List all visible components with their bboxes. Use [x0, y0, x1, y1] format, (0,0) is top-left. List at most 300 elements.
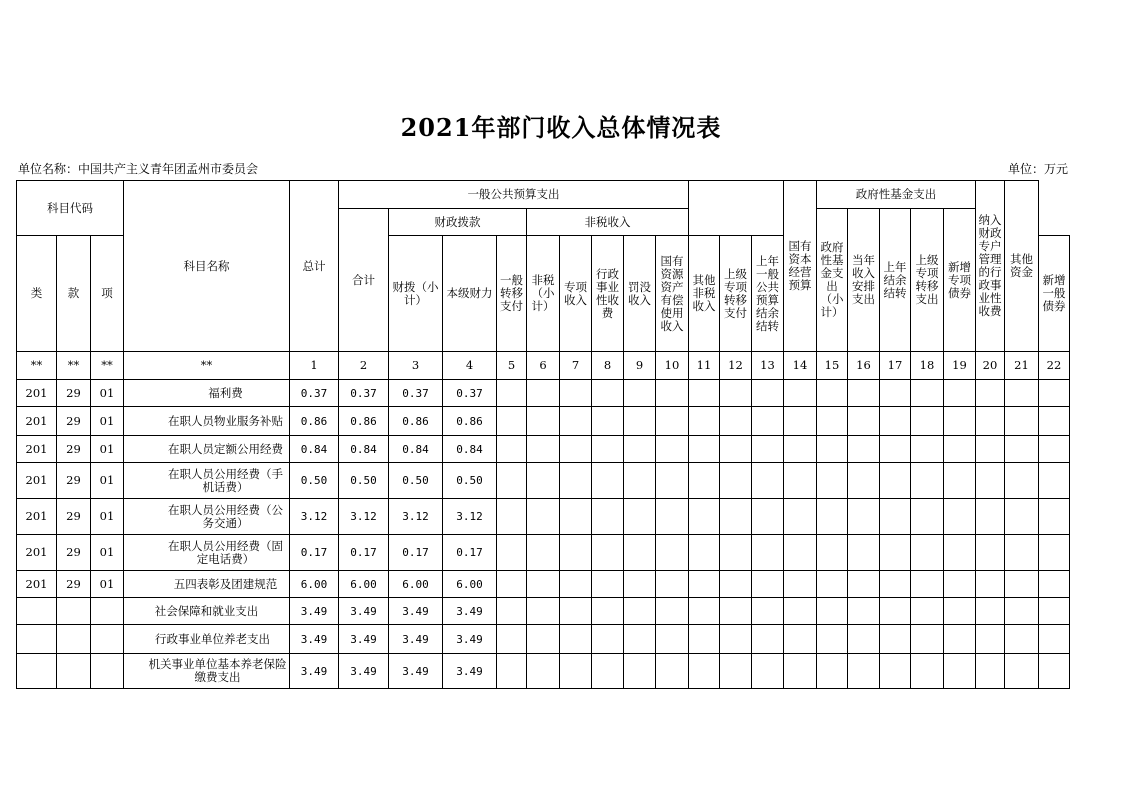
cell-fiscal: 3.49 — [389, 654, 443, 689]
index-cell: 14 — [784, 352, 817, 380]
cell-name: 在职人员物业服务补贴 — [124, 407, 290, 436]
index-cell: 13 — [752, 352, 784, 380]
cell-empty — [880, 499, 911, 535]
cell-empty — [880, 654, 911, 689]
cell-empty — [560, 463, 592, 499]
cell-total: 6.00 — [290, 571, 339, 598]
cell-empty — [848, 499, 880, 535]
cell-empty — [720, 407, 752, 436]
cell-kuan — [57, 654, 91, 689]
cell-empty — [527, 535, 560, 571]
cell-name: 社会保障和就业支出 — [124, 598, 290, 625]
cell-empty — [497, 571, 527, 598]
cell-empty — [1005, 654, 1039, 689]
header-c18: 上级专项转移支出 — [911, 209, 944, 352]
cell-name: 在职人员公用经费（固定电话费） — [124, 535, 290, 571]
index-cell: 9 — [624, 352, 656, 380]
index-cell: 7 — [560, 352, 592, 380]
cell-empty — [1039, 463, 1070, 499]
cell-subtotal: 3.49 — [339, 598, 389, 625]
cell-empty — [752, 571, 784, 598]
cell-empty — [784, 463, 817, 499]
cell-empty — [1005, 380, 1039, 407]
header-gov-fund: 政府性基金支出 — [817, 181, 976, 209]
header-c4: 一般转移支付 — [497, 236, 527, 352]
cell-empty — [592, 625, 624, 654]
cell-empty — [1005, 571, 1039, 598]
cell-empty — [497, 380, 527, 407]
cell-empty — [497, 436, 527, 463]
cell-fiscal: 0.37 — [389, 380, 443, 407]
cell-total: 0.84 — [290, 436, 339, 463]
index-cell: 6 — [527, 352, 560, 380]
cell-empty — [1005, 625, 1039, 654]
cell-empty — [817, 436, 848, 463]
cell-empty — [976, 499, 1005, 535]
cell-empty — [560, 380, 592, 407]
cell-empty — [656, 571, 689, 598]
cell-empty — [784, 571, 817, 598]
cell-empty — [911, 380, 944, 407]
cell-empty — [848, 598, 880, 625]
cell-empty — [527, 436, 560, 463]
income-table — [16, 180, 1070, 689]
cell-total: 0.17 — [290, 535, 339, 571]
header-c20: 纳入财政专户管理的行政事业性收费 — [976, 181, 1005, 352]
index-cell: 3 — [389, 352, 443, 380]
cell-subtotal: 0.86 — [339, 407, 389, 436]
header-subtotal: 合计 — [339, 209, 389, 352]
cell-empty — [911, 407, 944, 436]
cell-xiang: 01 — [91, 571, 124, 598]
cell-lei: 201 — [17, 463, 57, 499]
cell-empty — [497, 407, 527, 436]
header-code-group: 科目代码 — [17, 181, 124, 236]
cell-empty — [592, 598, 624, 625]
cell-xiang — [91, 654, 124, 689]
cell-empty — [817, 535, 848, 571]
cell-empty — [689, 499, 720, 535]
cell-kuan — [57, 625, 91, 654]
cell-empty — [624, 499, 656, 535]
cell-empty — [911, 535, 944, 571]
cell-empty — [1005, 535, 1039, 571]
cell-empty — [1039, 571, 1070, 598]
cell-empty — [752, 499, 784, 535]
cell-empty — [848, 407, 880, 436]
cell-empty — [911, 463, 944, 499]
cell-lei: 201 — [17, 571, 57, 598]
cell-empty — [944, 380, 976, 407]
cell-empty — [944, 598, 976, 625]
cell-fiscal: 0.84 — [389, 436, 443, 463]
cell-empty — [624, 598, 656, 625]
header-c6: 专项收入 — [560, 236, 592, 352]
index-cell: 8 — [592, 352, 624, 380]
cell-empty — [911, 571, 944, 598]
cell-empty — [656, 380, 689, 407]
index-cell: 20 — [976, 352, 1005, 380]
cell-empty — [848, 436, 880, 463]
cell-xiang — [91, 598, 124, 625]
header-c10: 其他非税收入 — [689, 236, 720, 352]
cell-empty — [784, 436, 817, 463]
cell-empty — [944, 654, 976, 689]
cell-empty — [560, 499, 592, 535]
cell-subtotal: 3.12 — [339, 499, 389, 535]
cell-lei: 201 — [17, 380, 57, 407]
cell-empty — [1039, 625, 1070, 654]
cell-empty — [624, 625, 656, 654]
cell-empty — [689, 571, 720, 598]
cell-empty — [656, 499, 689, 535]
cell-empty — [689, 407, 720, 436]
cell-empty — [1005, 407, 1039, 436]
cell-subtotal: 0.17 — [339, 535, 389, 571]
header-c19: 新增专项债券 — [944, 209, 976, 352]
cell-empty — [817, 463, 848, 499]
cell-local: 0.84 — [443, 436, 497, 463]
header-c21: 其他资金 — [1005, 181, 1039, 352]
cell-empty — [817, 407, 848, 436]
cell-empty — [689, 654, 720, 689]
cell-name: 机关事业单位基本养老保险缴费支出 — [124, 654, 290, 689]
table-row — [17, 654, 1070, 689]
cell-empty — [656, 654, 689, 689]
cell-empty — [880, 407, 911, 436]
cell-empty — [720, 499, 752, 535]
cell-empty — [784, 407, 817, 436]
cell-kuan — [57, 598, 91, 625]
cell-empty — [817, 598, 848, 625]
cell-empty — [527, 654, 560, 689]
cell-empty — [624, 463, 656, 499]
cell-xiang: 01 — [91, 407, 124, 436]
cell-empty — [911, 499, 944, 535]
cell-empty — [624, 436, 656, 463]
header-kuan: 款 — [57, 236, 91, 352]
header-c14: 国有资本经营预算 — [784, 181, 817, 352]
cell-local: 3.49 — [443, 598, 497, 625]
cell-empty — [624, 407, 656, 436]
cell-empty — [944, 571, 976, 598]
index-cell: ** — [57, 352, 91, 380]
cell-empty — [880, 535, 911, 571]
cell-empty — [944, 407, 976, 436]
cell-name: 在职人员定额公用经费 — [124, 436, 290, 463]
cell-xiang — [91, 625, 124, 654]
cell-total: 0.86 — [290, 407, 339, 436]
cell-name: 福利费 — [124, 380, 290, 407]
header-c7: 行政事业性收费 — [592, 236, 624, 352]
unit-name: 单位名称：中国共产主义青年团孟州市委员会 — [18, 162, 259, 176]
header-general-budget: 一般公共预算支出 — [339, 181, 689, 209]
cell-empty — [911, 598, 944, 625]
cell-empty — [720, 535, 752, 571]
cell-xiang: 01 — [91, 380, 124, 407]
cell-empty — [656, 598, 689, 625]
cell-total: 0.37 — [290, 380, 339, 407]
cell-kuan: 29 — [57, 407, 91, 436]
cell-empty — [976, 380, 1005, 407]
header-c9: 国有资源资产有偿使用收入 — [656, 236, 689, 352]
index-cell: 11 — [689, 352, 720, 380]
cell-empty — [720, 598, 752, 625]
cell-empty — [784, 535, 817, 571]
cell-xiang: 01 — [91, 463, 124, 499]
cell-empty — [592, 436, 624, 463]
cell-fiscal: 0.86 — [389, 407, 443, 436]
table-row — [17, 463, 1070, 499]
index-cell: 2 — [339, 352, 389, 380]
index-cell: 5 — [497, 352, 527, 380]
cell-subtotal: 3.49 — [339, 625, 389, 654]
cell-local: 0.86 — [443, 407, 497, 436]
cell-empty — [689, 380, 720, 407]
cell-empty — [560, 598, 592, 625]
cell-empty — [624, 654, 656, 689]
cell-lei: 201 — [17, 436, 57, 463]
cell-empty — [560, 535, 592, 571]
cell-empty — [752, 436, 784, 463]
report-title: 2021年部门收入总体情况表 — [400, 113, 722, 142]
cell-subtotal: 3.49 — [339, 654, 389, 689]
cell-empty — [848, 571, 880, 598]
index-cell: 21 — [1005, 352, 1039, 380]
header-xiang: 项 — [91, 236, 124, 352]
cell-lei — [17, 625, 57, 654]
header-blank-top — [689, 181, 784, 236]
cell-empty — [497, 654, 527, 689]
unit-label: 单位：万元 — [1007, 162, 1068, 176]
cell-total: 3.49 — [290, 654, 339, 689]
cell-empty — [689, 463, 720, 499]
cell-empty — [976, 625, 1005, 654]
cell-kuan: 29 — [57, 571, 91, 598]
cell-total: 3.49 — [290, 625, 339, 654]
cell-empty — [497, 625, 527, 654]
cell-empty — [817, 571, 848, 598]
cell-empty — [752, 598, 784, 625]
cell-name: 五四表彰及团建规范 — [124, 571, 290, 598]
cell-empty — [497, 463, 527, 499]
cell-empty — [752, 625, 784, 654]
cell-empty — [592, 463, 624, 499]
cell-empty — [720, 571, 752, 598]
cell-subtotal: 0.84 — [339, 436, 389, 463]
header-c8: 罚没收入 — [624, 236, 656, 352]
cell-empty — [560, 407, 592, 436]
cell-empty — [848, 535, 880, 571]
cell-empty — [656, 463, 689, 499]
cell-empty — [752, 407, 784, 436]
index-cell: ** — [124, 352, 290, 380]
cell-empty — [911, 654, 944, 689]
cell-empty — [1039, 654, 1070, 689]
cell-empty — [976, 436, 1005, 463]
cell-kuan: 29 — [57, 463, 91, 499]
cell-total: 3.12 — [290, 499, 339, 535]
cell-fiscal: 0.50 — [389, 463, 443, 499]
table-row — [17, 598, 1070, 625]
cell-fiscal: 3.49 — [389, 625, 443, 654]
cell-empty — [624, 571, 656, 598]
cell-local: 0.37 — [443, 380, 497, 407]
cell-empty — [656, 625, 689, 654]
cell-xiang: 01 — [91, 535, 124, 571]
cell-xiang: 01 — [91, 436, 124, 463]
cell-empty — [848, 463, 880, 499]
cell-empty — [1005, 436, 1039, 463]
cell-empty — [560, 654, 592, 689]
header-c16: 当年收入安排支出 — [848, 209, 880, 352]
cell-fiscal: 3.12 — [389, 499, 443, 535]
cell-empty — [784, 380, 817, 407]
cell-empty — [1039, 598, 1070, 625]
cell-empty — [976, 654, 1005, 689]
cell-empty — [1039, 535, 1070, 571]
cell-local: 6.00 — [443, 571, 497, 598]
cell-empty — [880, 436, 911, 463]
index-cell: 1 — [290, 352, 339, 380]
cell-empty — [527, 407, 560, 436]
index-cell: 19 — [944, 352, 976, 380]
cell-empty — [752, 463, 784, 499]
cell-empty — [497, 598, 527, 625]
cell-total: 3.49 — [290, 598, 339, 625]
cell-empty — [1039, 499, 1070, 535]
cell-empty — [848, 654, 880, 689]
cell-empty — [784, 499, 817, 535]
cell-total: 0.50 — [290, 463, 339, 499]
cell-empty — [880, 598, 911, 625]
cell-empty — [1005, 598, 1039, 625]
cell-empty — [689, 436, 720, 463]
header-lei: 类 — [17, 236, 57, 352]
cell-empty — [560, 571, 592, 598]
data-rows — [17, 380, 1070, 689]
cell-empty — [1039, 380, 1070, 407]
header-c5: 非税（小计） — [527, 236, 560, 352]
cell-lei — [17, 654, 57, 689]
cell-name: 行政事业单位养老支出 — [124, 625, 290, 654]
cell-xiang: 01 — [91, 499, 124, 535]
cell-name: 在职人员公用经费（公务交通） — [124, 499, 290, 535]
cell-empty — [656, 407, 689, 436]
cell-fiscal: 3.49 — [389, 598, 443, 625]
cell-empty — [880, 463, 911, 499]
header-c11: 上级专项转移支付 — [720, 236, 752, 352]
cell-empty — [1039, 436, 1070, 463]
index-cell: 15 — [817, 352, 848, 380]
cell-empty — [527, 499, 560, 535]
table-row — [17, 625, 1070, 654]
cell-empty — [689, 598, 720, 625]
cell-local: 0.17 — [443, 535, 497, 571]
index-cell: 12 — [720, 352, 752, 380]
cell-empty — [976, 598, 1005, 625]
cell-empty — [527, 598, 560, 625]
cell-empty — [527, 380, 560, 407]
index-cell: 18 — [911, 352, 944, 380]
cell-empty — [784, 625, 817, 654]
cell-local: 3.49 — [443, 625, 497, 654]
cell-empty — [720, 654, 752, 689]
cell-fiscal: 6.00 — [389, 571, 443, 598]
cell-name: 在职人员公用经费（手机话费） — [124, 463, 290, 499]
cell-empty — [817, 380, 848, 407]
cell-kuan: 29 — [57, 499, 91, 535]
header-c17: 上年结余结转 — [880, 209, 911, 352]
cell-local: 0.50 — [443, 463, 497, 499]
index-cell: 4 — [443, 352, 497, 380]
cell-empty — [944, 436, 976, 463]
cell-empty — [560, 625, 592, 654]
cell-empty — [592, 380, 624, 407]
cell-empty — [944, 463, 976, 499]
cell-empty — [1005, 499, 1039, 535]
cell-empty — [944, 535, 976, 571]
cell-empty — [976, 571, 1005, 598]
cell-empty — [1039, 407, 1070, 436]
cell-empty — [689, 625, 720, 654]
cell-empty — [720, 436, 752, 463]
cell-empty — [720, 380, 752, 407]
cell-empty — [976, 407, 1005, 436]
cell-empty — [976, 535, 1005, 571]
cell-subtotal: 0.37 — [339, 380, 389, 407]
cell-empty — [817, 625, 848, 654]
cell-empty — [720, 463, 752, 499]
cell-empty — [911, 436, 944, 463]
cell-empty — [497, 499, 527, 535]
index-cell: ** — [17, 352, 57, 380]
cell-empty — [752, 380, 784, 407]
header-c15: 政府性基金支出（小计） — [817, 209, 848, 352]
cell-empty — [592, 535, 624, 571]
cell-empty — [880, 571, 911, 598]
index-cell: 17 — [880, 352, 911, 380]
table-row — [17, 535, 1070, 571]
table-row — [17, 499, 1070, 535]
cell-empty — [752, 535, 784, 571]
cell-empty — [624, 535, 656, 571]
table-row — [17, 436, 1070, 463]
table-row — [17, 407, 1070, 436]
cell-lei — [17, 598, 57, 625]
cell-empty — [527, 571, 560, 598]
cell-empty — [592, 499, 624, 535]
cell-empty — [592, 571, 624, 598]
cell-empty — [560, 436, 592, 463]
cell-local: 3.12 — [443, 499, 497, 535]
header-nontax: 非税收入 — [527, 209, 689, 236]
header-c13: 新增一般债券 — [1039, 236, 1070, 352]
header-c3: 本级财力 — [443, 236, 497, 352]
index-row — [17, 352, 1070, 380]
cell-empty — [944, 499, 976, 535]
index-cell: 10 — [656, 352, 689, 380]
table-row — [17, 571, 1070, 598]
index-cell: 22 — [1039, 352, 1070, 380]
table-row — [17, 380, 1070, 407]
cell-empty — [497, 535, 527, 571]
cell-empty — [527, 463, 560, 499]
cell-empty — [848, 380, 880, 407]
cell-empty — [880, 625, 911, 654]
cell-kuan: 29 — [57, 380, 91, 407]
index-cell: 16 — [848, 352, 880, 380]
